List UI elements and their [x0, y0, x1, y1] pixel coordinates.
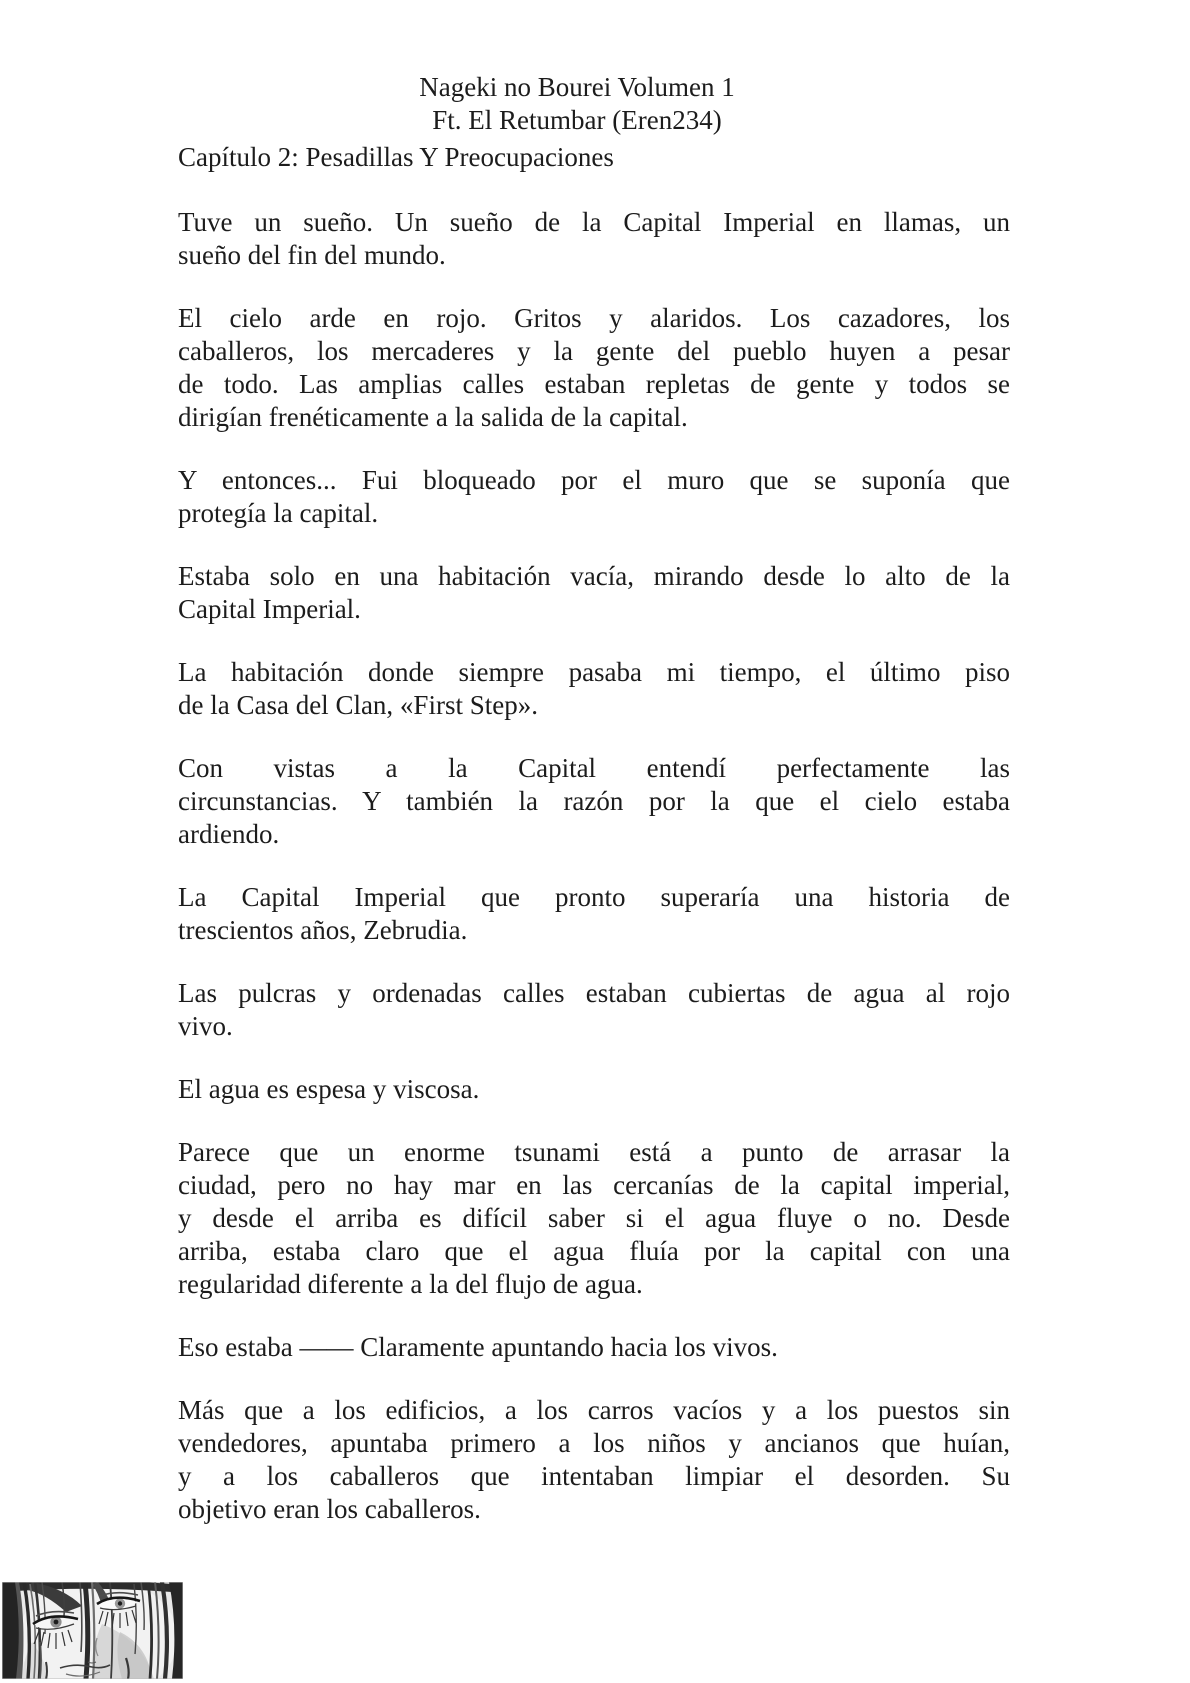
paragraph [178, 752, 1010, 851]
translation-credit: Ft. El Retumbar (Eren234) [432, 105, 722, 135]
paragraph [178, 656, 1010, 722]
text-line: regularidad diferente a la del flujo de agua. [178, 1269, 643, 1299]
paragraph [178, 302, 1010, 434]
text-line: La habitación donde siempre pasaba mi tiempo, el último piso [178, 657, 1010, 687]
text-line: de la Casa del Clan, «First Step». [178, 690, 538, 720]
paragraph [178, 1073, 1010, 1106]
text-line: El agua es espesa y viscosa. [178, 1074, 480, 1104]
paragraph [178, 206, 1010, 272]
text-line: Las pulcras y ordenadas calles estaban cubiertas de agua al rojo [178, 978, 1010, 1008]
paragraph [178, 1331, 1010, 1364]
text-line: de todo. Las amplias calles estaban repletas de gente y todos se [178, 369, 1010, 399]
paragraph [178, 560, 1010, 626]
text-line: y desde el arriba es difícil saber si el agua fluye o no. Desde [178, 1203, 1010, 1233]
text-line: arriba, estaba claro que el agua fluía por la capital con una [178, 1236, 1010, 1266]
text-line: y a los caballeros que intentaban limpiar el desorden. Su [178, 1461, 1010, 1491]
text-line: Eso estaba —— Claramente apuntando hacia los vivos. [178, 1332, 778, 1362]
text-line: Parece que un enorme tsunami está a punto de arrasar la [178, 1137, 1010, 1167]
manga-face-illustration [2, 1582, 183, 1679]
chapter-title: Capítulo 2: Pesadillas Y Preocupaciones [178, 142, 614, 172]
text-line: dirigían frenéticamente a la salida de la capital. [178, 402, 688, 432]
text-line: Tuve un sueño. Un sueño de la Capital Imperial en llamas, un [178, 207, 1010, 237]
page-content [178, 71, 1010, 1556]
text-line: Más que a los edificios, a los carros vacíos y a los puestos sin [178, 1395, 1010, 1425]
text-line: sueño del fin del mundo. [178, 240, 446, 270]
text-line: Con vistas a la Capital entendí perfectamente las [178, 753, 1010, 783]
paragraph [178, 1394, 1010, 1526]
text-line: caballeros, los mercaderes y la gente del pueblo huyen a pesar [178, 336, 1010, 366]
volume-title: Nageki no Bourei Volumen 1 [419, 72, 735, 102]
paragraph [178, 881, 1010, 947]
text-line: protegía la capital. [178, 498, 379, 528]
paragraph [178, 1136, 1010, 1301]
text-line: vendedores, apuntaba primero a los niños y ancianos que huían, [178, 1428, 1010, 1458]
paragraph [178, 464, 1010, 530]
document-header [178, 71, 1010, 137]
text-line: circunstancias. Y también la razón por la que el cielo estaba [178, 786, 1010, 816]
text-line: ciudad, pero no hay mar en las cercanías de la capital imperial, [178, 1170, 1010, 1200]
text-line: ardiendo. [178, 819, 280, 849]
text-line: La Capital Imperial que pronto superaría una historia de [178, 882, 1010, 912]
body-text [178, 206, 1010, 1526]
text-line: Y entonces... Fui bloqueado por el muro que se suponía que [178, 465, 1010, 495]
text-line: El cielo arde en rojo. Gritos y alaridos. Los cazadores, los [178, 303, 1010, 333]
text-line: Estaba solo en una habitación vacía, mirando desde lo alto de la [178, 561, 1010, 591]
text-line: objetivo eran los caballeros. [178, 1494, 481, 1524]
paragraph [178, 977, 1010, 1043]
manga-face-image [2, 1582, 183, 1679]
text-line: Capital Imperial. [178, 594, 361, 624]
text-line: vivo. [178, 1011, 233, 1041]
text-line: trescientos años, Zebrudia. [178, 915, 468, 945]
